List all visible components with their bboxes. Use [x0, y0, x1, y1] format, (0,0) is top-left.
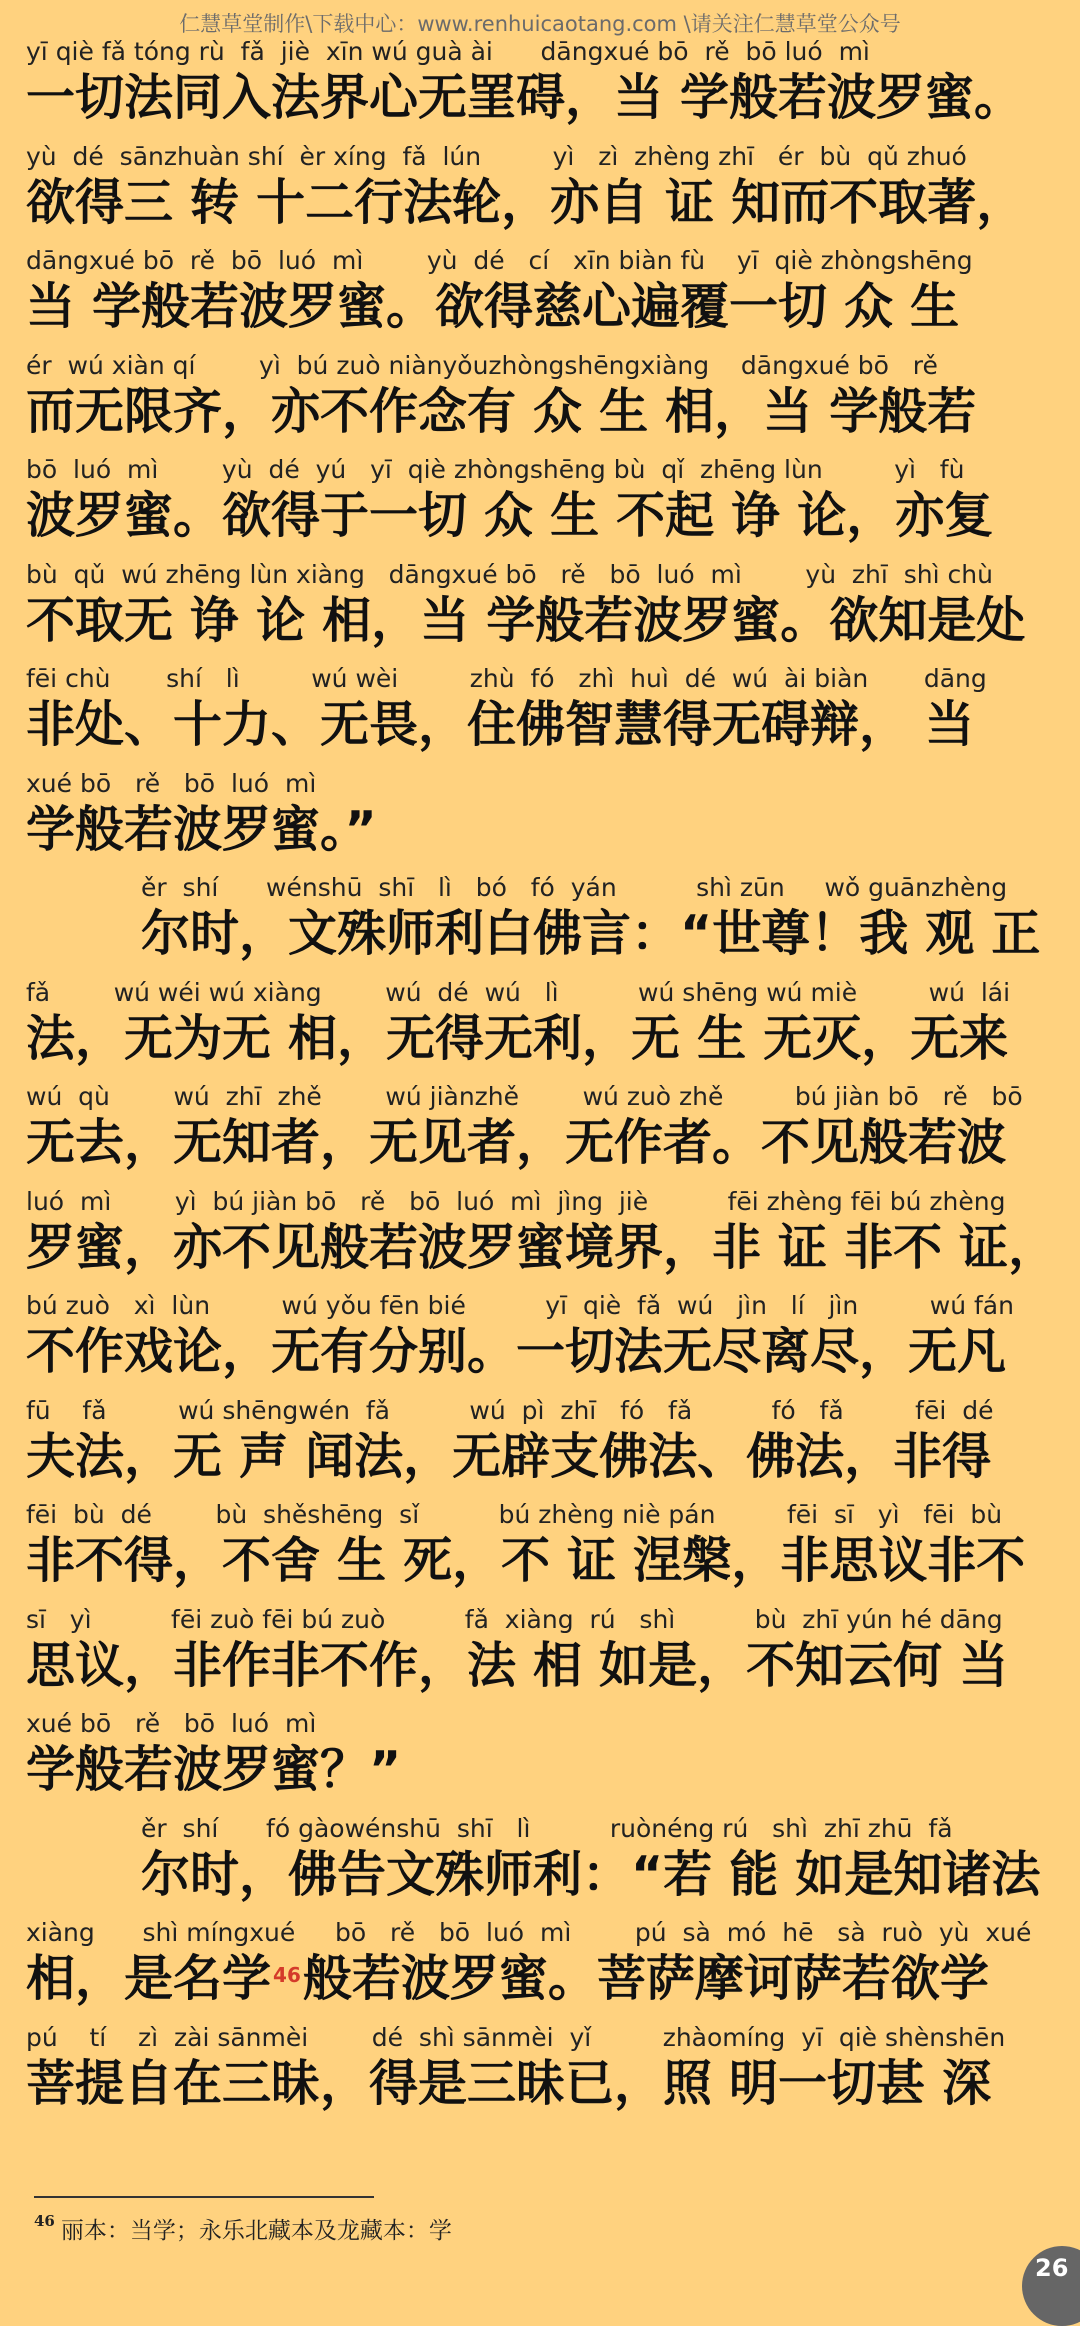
pinyin-line: bō luó mì yù dé yú yī qiè zhòngshēng bù qǐ zhēng lùn yì fù [26, 455, 965, 484]
footnote-divider [34, 2196, 374, 2198]
page-number-badge [1022, 2246, 1080, 2326]
pinyin-line: xiàng shì míngxué bō rě bō luó mì pú sà mó hē sà ruò yù xué [26, 1918, 1032, 1947]
pinyin-line: wú qù wú zhī zhě wú jiànzhě wú zuò zhě bú jiàn bō rě bō [26, 1082, 1023, 1111]
pinyin-line: fēi chù shí lì wú wèi zhù fó zhì huì dé wú ài biàn dāng [26, 664, 987, 693]
hanzi-line: 无去，无知者，无见者，无作者。不见般若波 [26, 1114, 1007, 1171]
pinyin-line: pú tí zì zài sānmèi dé shì sānmèi yǐ zhàomíng yī qiè shènshēn [26, 2022, 1006, 2052]
page-number: 26 [1035, 2254, 1069, 2282]
text-line [26, 1080, 1066, 1185]
hanzi-line: 不取无 诤 论 相，当 学般若波罗蜜。欲知是处 [26, 591, 1026, 649]
text-line [26, 871, 1066, 976]
pinyin-line: bù qǔ wú zhēng lùn xiàng dāngxué bō rě bō luó mì yù zhī shì chù [26, 559, 993, 589]
pinyin-line: dāngxué bō rě bō luó mì yù dé cí xīn biàn fù yī qiè zhòngshēng [26, 246, 973, 275]
pinyin-line: luó mì yì bú jiàn bō rě bō luó mì jìng jiè fēi zhèng fēi bú zhèng [26, 1186, 1006, 1216]
text-line [26, 976, 1066, 1081]
hanzi-line: 罗蜜，亦不见般若波罗蜜境界，非 证 非不 证， [26, 1218, 1058, 1276]
text-line [26, 1707, 1066, 1812]
hanzi-line: 不作戏论，无有分别。一切法无尽离尽，无凡 [26, 1323, 1007, 1380]
pinyin-line: bú zuò xì lùn wú yǒu fēn bié yī qiè fǎ wú jìn lí jìn wú fán [26, 1291, 1014, 1320]
text-line [26, 1185, 1066, 1290]
text-line [26, 244, 1066, 349]
hanzi-line: 法，无为无 相，无得无利，无 生 无灭，无来 [26, 1009, 1009, 1067]
text-line [26, 2021, 1066, 2126]
text-line [26, 349, 1066, 454]
text-line [26, 1916, 1066, 2021]
footnote [34, 2212, 452, 2245]
page-header: 仁慧草堂制作\下载中心：www.renhuicaotang.com \请关注仁慧草堂公众号 [179, 12, 901, 36]
text-line [26, 35, 1066, 140]
scripture-text [26, 35, 1066, 2125]
pinyin-line: fǎ wú wéi wú xiàng wú dé wú lì wú shēng wú miè wú lái [26, 977, 1011, 1007]
pinyin-line: ěr shí fó gàowénshū shī lì ruònéng rú shì zhī zhū fǎ [141, 1813, 953, 1843]
hanzi-line: 一切法同入法界心无罣碍，当 学般若波罗蜜。 [26, 69, 1024, 126]
hanzi-line: 非不得，不舍 生 死，不 证 涅槃，非思议非不 [26, 1532, 1026, 1589]
hanzi-line: 非处、十力、无畏，住佛智慧得无碍辩， 当 [26, 696, 975, 753]
hanzi-line: 欲得三 转 十二行法轮，亦自 证 知而不取著， [26, 173, 1026, 231]
text-line [26, 1289, 1066, 1394]
text-line [26, 1394, 1066, 1499]
pinyin-line: xué bō rě bō luó mì [26, 768, 317, 798]
pinyin-line: yù dé sānzhuàn shí èr xíng fǎ lún yì zì zhèng zhī ér bù qǔ zhuó [26, 141, 967, 171]
hanzi-line: 波罗蜜。欲得于一切 众 生 不起 诤 论，亦复 [26, 487, 994, 544]
pinyin-line: ér wú xiàn qí yì bú zuò niànyǒuzhòngshēngxiàng dāngxué bō rě [26, 350, 938, 380]
pinyin-line: yī qiè fǎ tóng rù fǎ jiè xīn wú guà ài dāngxué bō rě bō luó mì [26, 37, 870, 66]
text-line [26, 1603, 1066, 1708]
hanzi-line: 学般若波罗蜜？” [26, 1741, 402, 1798]
footnoted-hanzi: 学 [222, 1950, 272, 2007]
hanzi-line: 而无限齐，亦不作念有 众 生 相，当 学般若 [26, 382, 977, 440]
pinyin-line: fēi bù dé bù shěshēng sǐ bú zhèng niè pán fēi sī yì fēi bù [26, 1500, 1003, 1529]
hanzi-line: 尔时，佛告文殊师利：“若 能 如是知诸法 [141, 1845, 1041, 1903]
hanzi-line [26, 1950, 1066, 2008]
text-line [26, 767, 1066, 872]
footnote-text: 丽本：当学；永乐北藏本及龙藏本：学 [60, 2218, 452, 2244]
pinyin-line: xué bō rě bō luó mì [26, 1709, 317, 1738]
text-line [26, 1498, 1066, 1603]
text-line [26, 140, 1066, 245]
text-line [26, 558, 1066, 663]
hanzi-line: 当 学般若波罗蜜。欲得慈心遍覆一切 众 生 [26, 278, 960, 335]
text-line [26, 662, 1066, 767]
hanzi-line: 学般若波罗蜜。” [26, 800, 377, 858]
footnote-reference[interactable]: 46 [273, 1963, 301, 1987]
pinyin-line: fū fǎ wú shēngwén fǎ wú pì zhī fó fǎ fó fǎ fēi dé [26, 1395, 994, 1425]
hanzi-line: 夫法，无 声 闻法，无辟支佛法、佛法，非得 [26, 1427, 992, 1485]
hanzi-segment: 般若波罗蜜。菩萨摩诃萨若欲学 [302, 1950, 989, 2007]
hanzi-segment: 相，是名 [26, 1950, 223, 2007]
pinyin-line: ěr shí wénshū shī lì bó fó yán shì zūn wǒ guānzhèng [141, 873, 1008, 902]
text-line [26, 1812, 1066, 1917]
pinyin-line: sī yì fēi zuò fēi bú zuò fǎ xiàng rú shì bù zhī yún hé dāng [26, 1604, 1003, 1634]
hanzi-line: 尔时，文殊师利白佛言：“世尊！我 观 正 [141, 905, 1041, 962]
hanzi-line: 思议，非作非不作，法 相 如是，不知云何 当 [26, 1636, 1009, 1694]
footnote-number: 46 [34, 2212, 55, 2230]
hanzi-line: 菩提自在三昧，得是三昧已，照 明一切甚 深 [26, 2054, 992, 2112]
text-line [26, 453, 1066, 558]
